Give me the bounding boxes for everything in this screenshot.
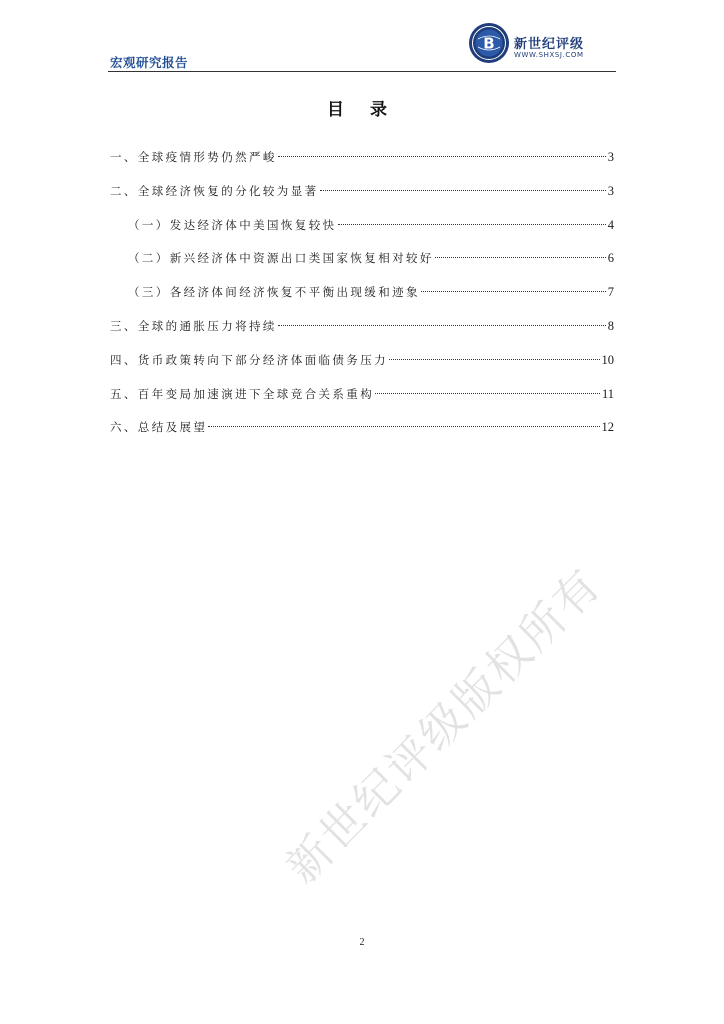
emblem-letter: B — [483, 34, 495, 53]
toc-entry[interactable] — [110, 384, 614, 418]
toc-page-number: 12 — [601, 420, 614, 435]
toc-dot-leader — [435, 257, 606, 258]
toc-entry[interactable] — [110, 181, 614, 215]
toc-entry-text: 一、全球疫情形势仍然严峻 — [110, 150, 277, 164]
toc-subentry[interactable] — [110, 282, 614, 316]
logo-company-name: 新世纪评级 — [514, 37, 585, 52]
toc-dot-leader — [208, 426, 599, 427]
toc-page-number: 6 — [607, 251, 614, 266]
table-of-contents — [110, 147, 614, 451]
toc-subentry[interactable] — [110, 215, 614, 249]
toc-page-number: 8 — [607, 318, 614, 333]
page-header — [108, 20, 616, 72]
header-divider — [108, 71, 616, 72]
toc-entry-text: （三）各经济体间经济恢复不平衡出现缓和迹象 — [128, 285, 420, 300]
toc-entry[interactable] — [110, 350, 614, 384]
toc-page-number: 4 — [607, 217, 614, 232]
copyright-watermark: 新世纪评级版权所有 — [276, 558, 612, 894]
toc-page-number: 3 — [607, 150, 614, 164]
toc-entry-text: 三、全球的通胀压力将持续 — [110, 318, 277, 333]
toc-entry-text: （一）发达经济体中美国恢复较快 — [128, 217, 337, 232]
toc-entry-text: 六、总结及展望 — [110, 420, 208, 435]
report-category-title: 宏观研究报告 — [110, 55, 189, 70]
toc-entry-text: 四、货币政策转向下部分经济体面临债务压力 — [110, 352, 388, 367]
company-logo — [468, 22, 608, 68]
toc-dot-leader — [278, 156, 606, 157]
toc-page-number: 10 — [601, 352, 614, 367]
toc-dot-leader — [421, 291, 606, 292]
toc-page-number: 11 — [601, 386, 614, 401]
toc-title: 目 录 — [327, 100, 397, 120]
toc-entry-text: 二、全球经济恢复的分化较为显著 — [110, 183, 319, 198]
shxsj-emblem-icon — [468, 22, 510, 64]
toc-dot-leader — [320, 190, 606, 191]
toc-entry-text: （二）新兴经济体中资源出口类国家恢复相对较好 — [128, 251, 434, 266]
logo-website-url: WWW.SHXSJ.COM — [514, 51, 584, 59]
toc-dot-leader — [338, 224, 606, 225]
toc-subentry[interactable] — [110, 248, 614, 282]
footer-page-number: 2 — [359, 937, 365, 948]
toc-entry[interactable] — [110, 417, 614, 451]
toc-dot-leader — [389, 359, 600, 360]
toc-dot-leader — [375, 393, 600, 394]
toc-page-number: 7 — [607, 285, 614, 300]
toc-entry[interactable] — [110, 316, 614, 350]
toc-entry-text: 五、百年变局加速演进下全球竞合关系重构 — [110, 386, 375, 401]
toc-page-number: 3 — [607, 183, 614, 198]
toc-dot-leader — [278, 325, 606, 326]
toc-entry[interactable] — [110, 147, 614, 181]
